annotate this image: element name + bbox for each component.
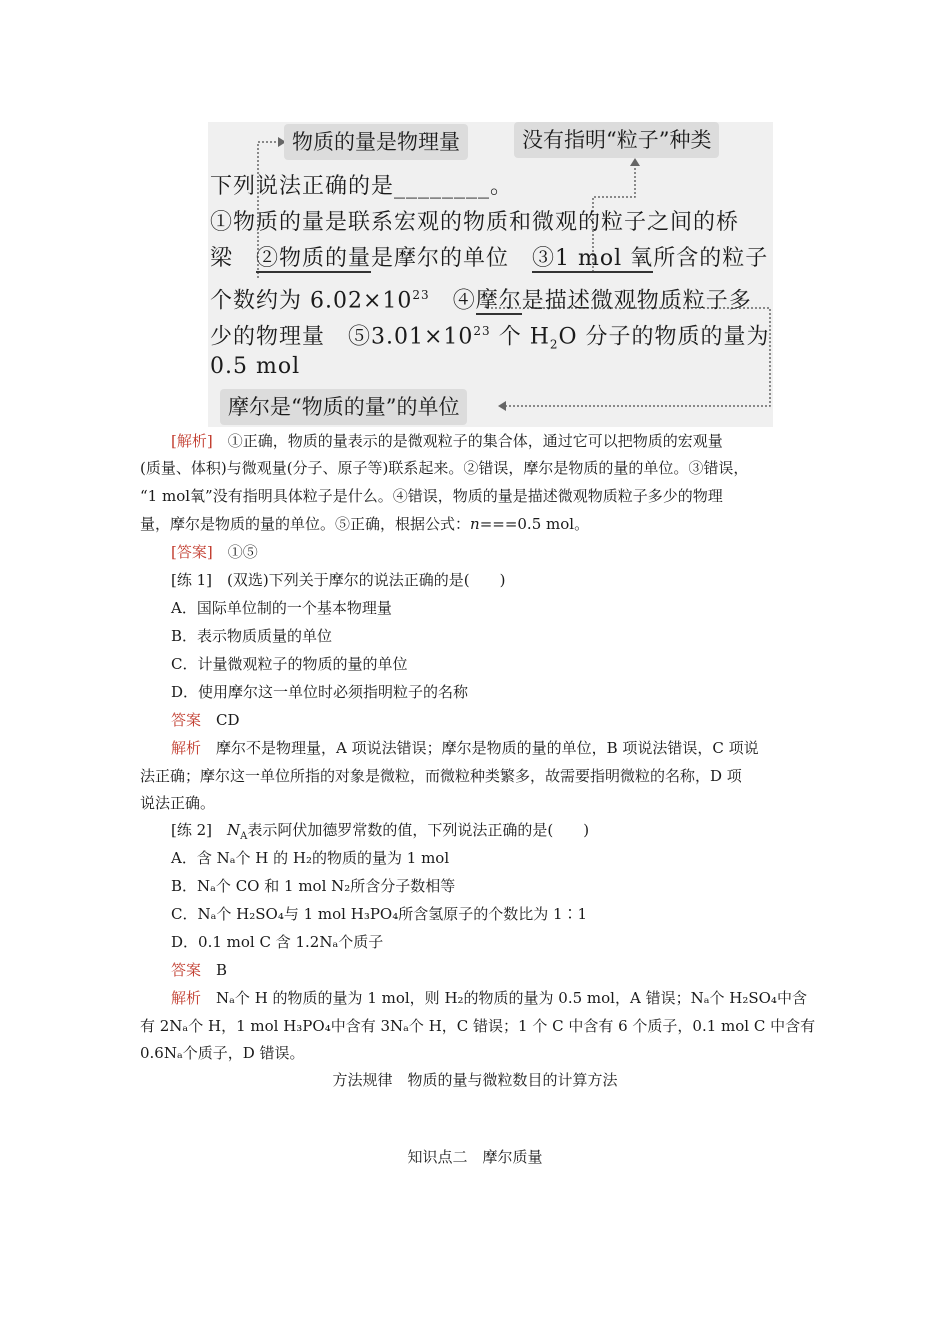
ex1-option-b: B．表示物质质量的单位 — [171, 627, 333, 645]
q5-subscript: 2 — [549, 337, 559, 352]
q5-part-c: O 分子的物质的量为 — [558, 324, 770, 350]
ex2-option-c: C．Nₐ个 H₂SO₄与 1 mol H₃PO₄所含氢原子的个数比为 1∶1 — [171, 905, 588, 923]
q4-part-a: 个数约为 6.02×10 — [210, 288, 413, 314]
ex1-option-d: D．使用摩尔这一单位时必须指明粒子的名称 — [171, 683, 469, 701]
ex2-stem-na: N — [227, 821, 241, 839]
q5-part-a: 少的物理量 ⑤3.01×10 — [210, 324, 474, 350]
ex1-option-c: C．计量微观粒子的物质的量的单位 — [171, 655, 408, 673]
ex2-analysis-line-1 — [171, 988, 807, 1008]
q3-part-b: ②物质的量 — [256, 246, 372, 271]
ex1-analysis-line-1 — [171, 738, 759, 758]
ex1-option-a: A．国际单位制的一个基本物理量 — [171, 599, 392, 617]
q4-part-b: ④ — [429, 288, 476, 314]
ex2-answer-value: B — [201, 961, 228, 979]
question-line-2: ①物质的量是联系宏观的物质和微观的粒子之间的桥 — [210, 210, 740, 235]
formula-n: n — [470, 515, 480, 533]
q3-part-a: 梁 — [210, 246, 257, 271]
ex1-answer-label: 答案 — [171, 711, 202, 729]
analysis-text-4b: ===0.5 mol。 — [479, 515, 590, 533]
ex1-stem: [练 1] (双选)下列关于摩尔的说法正确的是( ) — [171, 571, 506, 589]
section-title: 知识点二 摩尔质量 — [407, 1148, 543, 1166]
ex1-answer — [171, 710, 240, 730]
question-line-3 — [210, 244, 768, 274]
q4-exponent: 23 — [412, 288, 430, 302]
analysis-line-1 — [171, 431, 723, 451]
q3-part-e: 所含的粒子 — [653, 246, 769, 271]
ex2-analysis-label: 解析 — [171, 989, 202, 1007]
ex2-option-a: A．含 Nₐ个 H 的 H₂的物质的量为 1 mol — [171, 849, 450, 867]
question-line-1: 下列说法正确的是________。 — [210, 174, 514, 199]
ex2-stem-a: [练 2] — [171, 821, 228, 839]
ex1-analysis-line-2: 法正确；摩尔这一单位所指的对象是微粒，而微粒种类繁多，故需要指明微粒的名称，D 项 — [140, 767, 742, 785]
question-line-6: 0.5 mol — [210, 354, 301, 379]
answer-line — [171, 542, 258, 562]
ex2-option-b: B．Nₐ个 CO 和 1 mol N₂所含分子数相等 — [171, 877, 456, 895]
answer-label: [答案] — [171, 543, 213, 561]
ex2-stem-sub: A — [240, 831, 248, 842]
q4-part-c: 摩尔 — [475, 288, 522, 314]
ex2-analysis-text: Nₐ个 H 的物质的量为 1 mol，则 H₂的物质的量为 0.5 mol，A 错误；Nₐ个 H₂SO₄中含 — [201, 989, 807, 1007]
q3-part-d: ③1 mol 氧 — [532, 246, 654, 271]
q5-exponent: 23 — [473, 324, 491, 338]
ex1-analysis-text: 摩尔不是物理量，A 项说法错误；摩尔是物质的量的单位，B 项说法错误，C 项说 — [201, 739, 759, 757]
analysis-line-3: “1 mol氧”没有指明具体粒子是什么。④错误，物质的量是描述微观物质粒子多少的物理 — [140, 487, 723, 505]
tag-mole-unit: 摩尔是“物质的量”的单位 — [220, 389, 467, 425]
ex1-analysis-label: 解析 — [171, 739, 202, 757]
ex2-answer-label: 答案 — [171, 961, 202, 979]
analysis-label: [解析] — [171, 432, 213, 450]
question-figure — [208, 122, 773, 427]
ex2-option-d: D．0.1 mol C 含 1.2Nₐ个质子 — [171, 933, 384, 951]
tag-no-particle-type: 没有指明“粒子”种类 — [514, 122, 719, 158]
ex2-stem — [171, 820, 589, 847]
analysis-line-2: (质量、体积)与微观量(分子、原子等)联系起来。②错误，摩尔是物质的量的单位。③错误， — [140, 459, 749, 477]
ex1-analysis-line-3: 说法正确。 — [140, 794, 216, 812]
ex2-stem-b: 表示阿伏加德罗常数的值，下列说法正确的是( ) — [247, 821, 590, 839]
q5-part-b: 个 H — [490, 324, 550, 350]
analysis-line-4 — [140, 514, 589, 534]
ex2-answer — [171, 960, 227, 980]
ex1-answer-value: CD — [201, 711, 240, 729]
analysis-text-1: ①正确，物质的量表示的是微观粒子的集合体，通过它可以把物质的宏观量 — [212, 432, 723, 450]
ex2-analysis-line-2: 有 2Nₐ个 H，1 mol H₃PO₄中含有 3Nₐ个 H，C 错误；1 个 C 中含有 6 个质子，0.1 mol C 中含有 — [140, 1017, 816, 1035]
answer-value: ①⑤ — [212, 543, 258, 561]
q3-part-c: 是摩尔的单位 — [371, 246, 533, 271]
ex2-analysis-line-3: 0.6Nₐ个质子，D 错误。 — [140, 1044, 305, 1062]
q4-part-d: 是描述微观物质粒子多 — [521, 288, 752, 314]
tag-physical-quantity: 物质的量是物理量 — [284, 124, 468, 160]
question-line-4 — [210, 280, 752, 316]
method-title: 方法规律 物质的量与微粒数目的计算方法 — [332, 1071, 618, 1089]
analysis-text-4a: 量，摩尔是物质的量的单位。⑤正确，根据公式： — [140, 515, 471, 533]
